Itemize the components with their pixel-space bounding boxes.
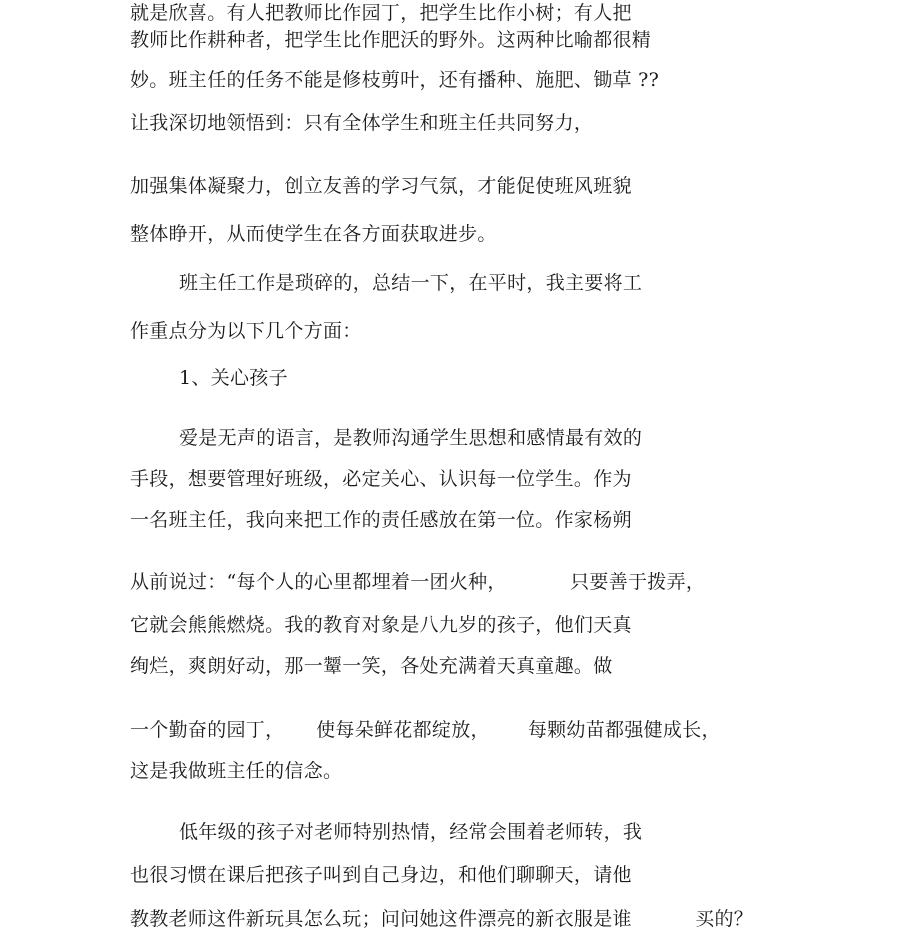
- text-line-20: 教教老师这件新玩具怎么玩；问问她这件漂亮的新衣服是谁 买的？: [130, 908, 754, 930]
- text-line-16: 一个勤奋的园丁， 使每朵鲜花都绽放， 每颗幼苗都强健成长，: [130, 719, 721, 741]
- text-line-19: 也很习惯在课后把孩子叫到自己身边，和他们聊聊天，请他: [130, 864, 632, 886]
- text-line-6: 整体睁开，从而使学生在各方面获取进步。: [130, 223, 497, 245]
- text-line-17: 这是我做班主任的信念。: [130, 760, 343, 782]
- text-line-15: 绚烂，爽朗好动，那一颦一笑，各处充满着天真童趣。做: [130, 655, 613, 677]
- section-heading: 1、关心孩子: [179, 367, 288, 389]
- text-line-8: 作重点分为以下几个方面：: [130, 320, 362, 342]
- text-line-14: 它就会熊熊燃烧。我的教育对象是八九岁的孩子，他们天真: [130, 614, 632, 636]
- text-line-4: 让我深切地领悟到：只有全体学生和班主任共同努力，: [130, 112, 594, 134]
- text-line-5: 加强集体凝聚力，创立友善的学习气氛，才能促使班风班貌: [130, 175, 632, 197]
- text-line-7: 班主任工作是琐碎的，总结一下，在平时，我主要将工: [179, 272, 643, 294]
- text-line-1: 就是欣喜。有人把教师比作园丁，把学生比作小树；有人把: [130, 2, 632, 24]
- text-line-12: 一名班主任，我向来把工作的责任感放在第一位。作家杨朔: [130, 509, 632, 531]
- text-line-13: 从前说过：“每个人的心里都埋着一团火种， 只要善于拨弄，: [130, 571, 706, 593]
- text-line-18: 低年级的孩子对老师特别热情，经常会围着老师转，我: [179, 821, 643, 843]
- text-line-10: 爱是无声的语言，是教师沟通学生思想和感情最有效的: [179, 427, 643, 449]
- text-line-11: 手段，想要管理好班级，必定关心、认识每一位学生。作为: [130, 468, 632, 490]
- text-line-2: 教师比作耕种者，把学生比作肥沃的野外。这两种比喻都很精: [130, 29, 652, 51]
- text-line-3: 妙。班主任的任务不能是修枝剪叶，还有播种、施肥、锄草 ??: [130, 69, 660, 91]
